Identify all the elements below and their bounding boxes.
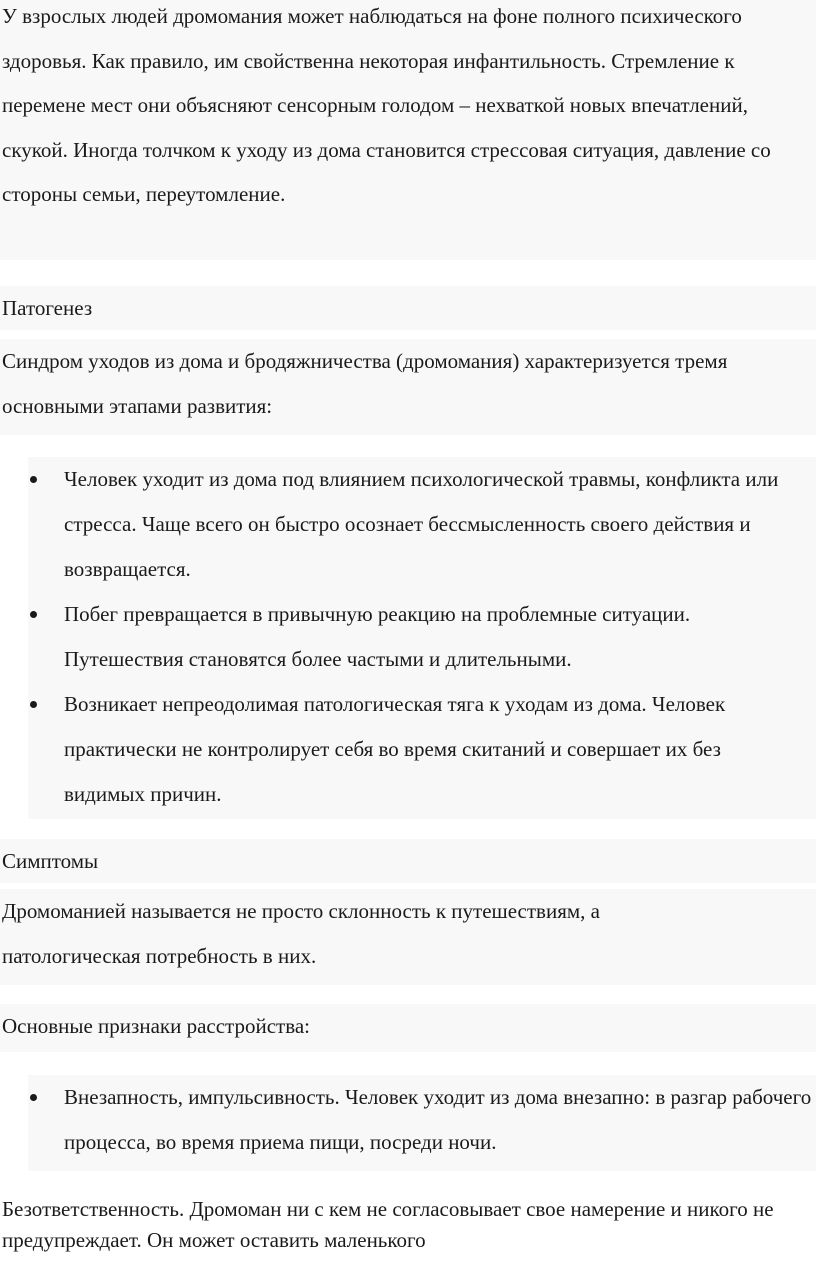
symptoms-heading: Симптомы [2, 849, 99, 873]
bullet-icon [30, 476, 37, 483]
list-item [0, 682, 804, 817]
stage-text: Побег превращается в привычную реакцию на проблемные ситуации. Путешествия становятся более частыми и длительными. [64, 602, 691, 671]
irresponsibility-paragraph: Безответственность. Дромоман ни с кем не согласовывает свое намерение и никого не предупреждает. Он может оставить маленького [2, 1197, 774, 1252]
pathogenesis-stages-list [0, 457, 816, 817]
pathogenesis-heading-block [0, 286, 816, 330]
symptoms-heading-block [0, 839, 816, 883]
intro-paragraph: У взрослых людей дромомания может наблюдаться на фоне полного психического здоровья. Как правило, им свойственна некоторая инфантильность. Стремление к перемене мест они объясняют сенсорным голодом – нехваткой новых впечатлений, скукой. Иногда толчком к уходу из дома становится стрессовая ситуация, давление со стороны семьи, переутомление. [2, 4, 771, 206]
stage-text: Возникает непреодолимая патологическая тяга к уходам из дома. Человек практически не контролирует себя во время скитаний и совершает их без видимых причин. [64, 692, 726, 806]
bullet-icon [30, 1094, 37, 1101]
irresponsibility-block [0, 1194, 816, 1272]
sign-text: Внезапность, импульсивность. Человек уходит из дома внезапно: в разгар рабочего процесса, во время приема пищи, посреди ночи. [64, 1085, 812, 1154]
list-item [0, 1075, 814, 1165]
bullet-icon [30, 611, 37, 618]
pathogenesis-paragraph: Синдром уходов из дома и бродяжничества (дромомания) характеризуется тремя основными этапами развития: [2, 349, 728, 418]
signs-list [0, 1075, 816, 1165]
list-item [0, 457, 804, 592]
pathogenesis-paragraph-block [0, 339, 816, 435]
signs-list-block [28, 1075, 816, 1171]
pathogenesis-stages-block [28, 457, 816, 819]
signs-intro-block [0, 1004, 816, 1052]
list-item [0, 592, 814, 682]
intro-block [0, 0, 816, 260]
pathogenesis-heading: Патогенез [2, 296, 93, 320]
bullet-icon [30, 701, 37, 708]
stage-text: Человек уходит из дома под влиянием психологической травмы, конфликта или стресса. Чаще всего он быстро осознает бессмысленность своего действия и возвращается. [64, 467, 779, 581]
symptoms-paragraph-block [0, 889, 816, 985]
symptoms-paragraph: Дромоманией называется не просто склонность к путешествиям, а патологическая потребность в них. [2, 899, 600, 968]
signs-intro: Основные признаки расстройства: [2, 1014, 311, 1038]
